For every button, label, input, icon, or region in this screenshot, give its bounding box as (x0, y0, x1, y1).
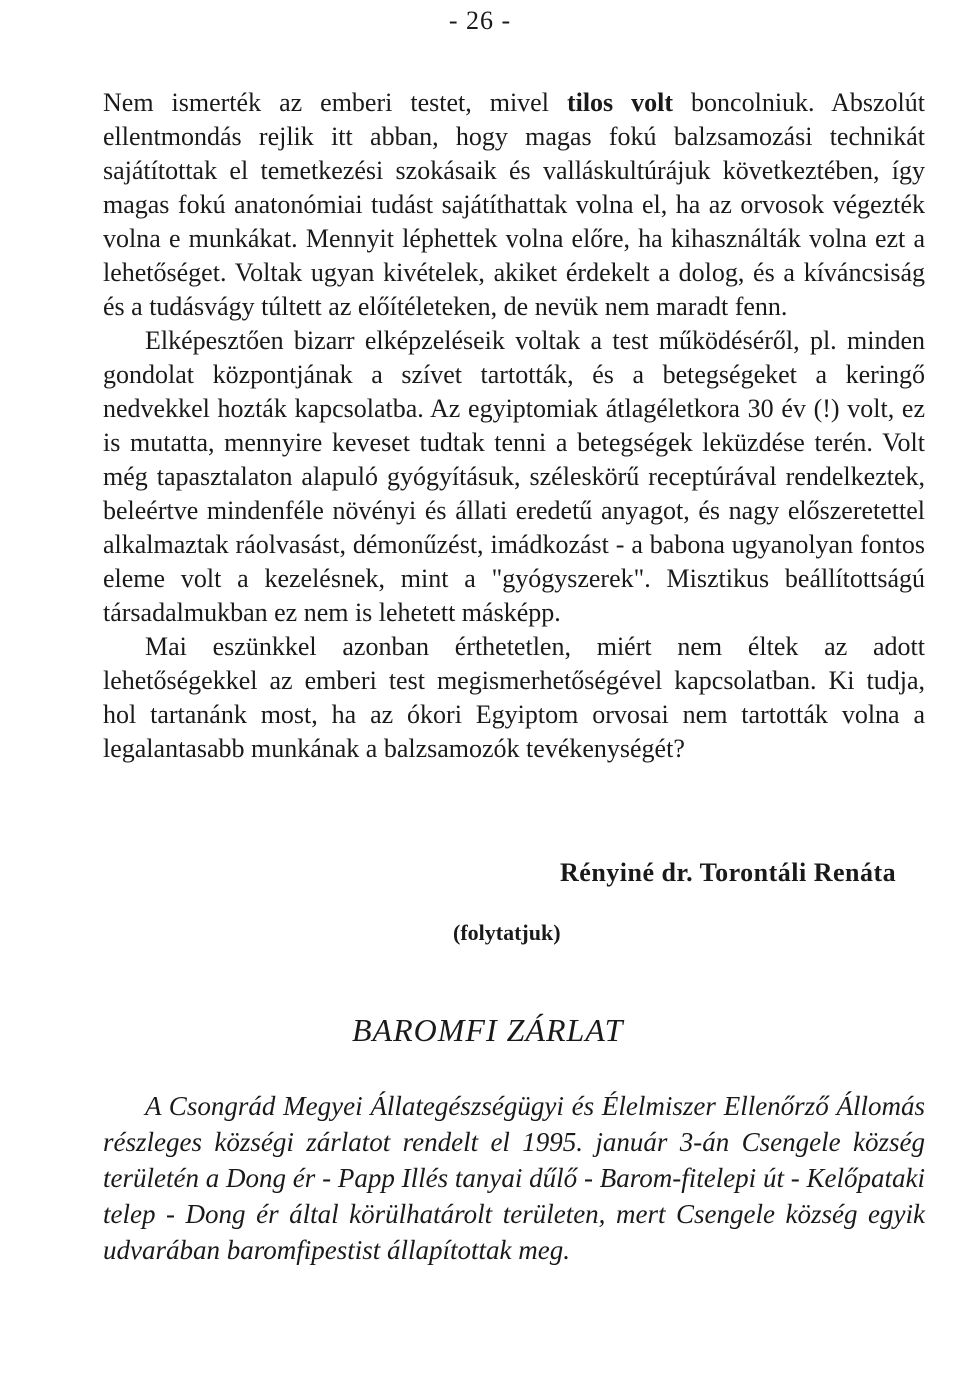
author-signature: Rényiné dr. Torontáli Renáta (560, 858, 897, 887)
paragraph-text: boncolniuk. Abszolút ellentmondás rejlik itt abban, hogy magas fokú balzsamozási technikát sajátítottak el temetkezési szokásaik és valláskultúrájuk következtében, így magas fokú anatonómiai tudást sajátíthattak volna el, ha az orvosok végezték volna e munkákat. Mennyit léphettek volna előre, ha kihasználták volna ezt a lehetőséget. Voltak ugyan kivételek, akiket érdekelt a dolog, és a kíváncsiság és a tudásvágy túltett az előítéleteken, de nevük nem maradt fenn. (103, 88, 925, 321)
paragraph-text: Nem ismerték az emberi testet, mivel (103, 88, 567, 117)
article-body (103, 86, 925, 766)
article-paragraph: Elképesztően bizarr elképzeléseik voltak a test működéséről, pl. minden gondolat központjának a szívet tartották, és a betegségeket a keringő nedvekkel hozták kapcsolatba. Az egyiptomiak átlagéletkora 30 év (!) volt, ez is mutatta, mennyire keveset tudtak tenni a betegségek leküzdése terén. Volt még tapasztalaton alapuló gyógyításuk, széleskörű receptúrával rendelkeztek, beleértve mindenféle növényi és állati eredetű anyagot, és nagy előszeretettel alkalmaztak ráolvasást, démonűzést, imádkozást - a babona ugyanolyan fontos eleme volt a kezelésnek, mint a "gyógyszerek". Misztikus beállítottságú társadalmukban ez nem is lehetett másképp. (103, 326, 925, 627)
announcement-title: BAROMFI ZÁRLAT (352, 1012, 624, 1048)
announcement-body: A Csongrád Megyei Állategészségügyi és Élelmiszer Ellenőrző Állomás részleges községi zárlatot rendelt el 1995. január 3-án Csengele község területén a Dong ér - Papp Illés tanyai dűlő - Barom-fitelepi út - Kelőpataki telep - Dong ér által körülhatárolt területen, mert Csengele község egyik udvarában baromfipestist állapítottak meg. (103, 1091, 925, 1265)
emphasized-text: tilos volt (566, 88, 674, 117)
article-paragraph (103, 86, 925, 324)
page-number: - 26 - (448, 6, 512, 35)
article-paragraph: Mai eszünkkel azonban érthetetlen, miért nem éltek az adott lehetőségekkel az emberi test megismerhetőségével kapcsolatban. Ki tudja, hol tartanánk most, ha az ókori Egyiptom orvosai nem tartották volna a legalantasabb munkának a balzsamozók tevékenységét? (103, 632, 925, 763)
continued-note: (folytatjuk) (453, 920, 561, 945)
